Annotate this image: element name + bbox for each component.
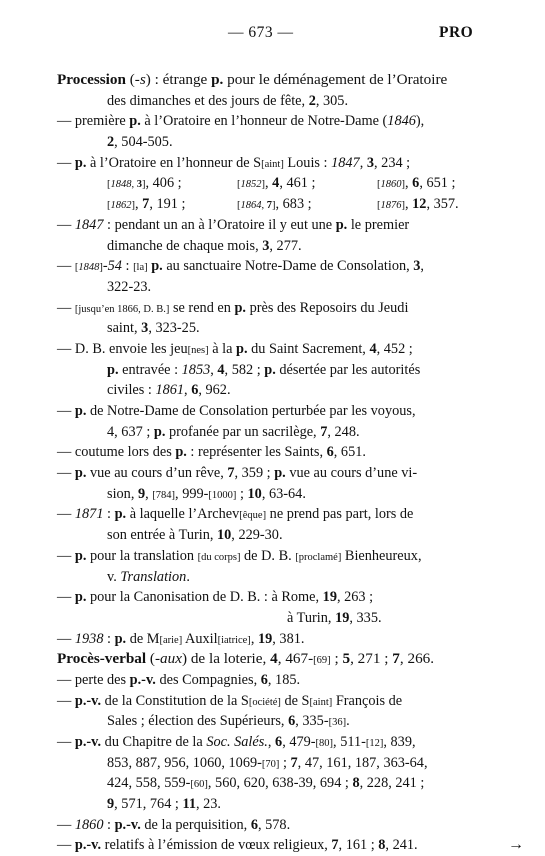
entry-line: dimanche de chaque mois, 3, 277. xyxy=(107,237,302,254)
entry-line: — [jusqu’en 1866, D. B.] se rend en p. près des Reposoirs du Jeudi xyxy=(57,299,409,316)
entry-line: civiles : 1861, 6, 962. xyxy=(107,382,231,399)
entry-line: — coutume lors des p. : représenter les Saints, 6, 651. xyxy=(57,444,366,461)
entry-line: — 1860 : p.-v. de la perquisition, 6, 578. xyxy=(57,816,291,833)
entry-line: Procession (-s) : étrange p. pour le déménagement de l’Oratoire xyxy=(57,71,448,88)
entry-line: p. entravée : 1853, 4, 582 ; p. désertée par les autorités xyxy=(107,361,421,378)
entry-line: à Turin, 19, 335. xyxy=(287,609,382,626)
page-header xyxy=(0,24,545,44)
entry-line: — 1938 : p. de M[arie] Auxil[iatrice], 19, 381. xyxy=(57,630,305,647)
entry-line: — p. de Notre-Dame de Consolation perturbée par les voyous, xyxy=(57,403,416,419)
entry-line: [1862], 7, 191 ; [1864, 7], 683 ; [1876], 12, 357. xyxy=(107,196,459,213)
entry-line: v. Translation. xyxy=(107,568,190,585)
entry-line: [1848, 3], 406 ; [1852], 4, 461 ; [1860], 6, 651 ; xyxy=(107,175,456,192)
entry-line: 853, 887, 956, 1060, 1069-[70] ; 7, 47, 161, 187, 363-64, xyxy=(107,754,428,771)
entry-line: Procès-verbal (-aux) de la loterie, 4, 467-[69] ; 5, 271 ; 7, 266. xyxy=(57,650,435,668)
entry-line: 4, 637 ; p. profanée par un sacrilège, 7, 248. xyxy=(107,423,360,440)
entry-line: — 1871 : p. à laquelle l’Archev[êque] ne prend pas part, lors de xyxy=(57,506,414,523)
entry-line: des dimanches et des jours de fête, 2, 305. xyxy=(107,92,349,109)
entry-line: — p.-v. relatifs à l’émission de vœux religieux, 7, 161 ; 8, 241. → xyxy=(57,835,489,856)
entry-line: son entrée à Turin, 10, 229-30. xyxy=(107,527,283,544)
entry-line: 2, 504-505. xyxy=(107,134,173,151)
entry-line: 424, 558, 559-[60], 560, 620, 638-39, 694 ; 8, 228, 241 ; xyxy=(107,775,425,792)
entry-line: — p. pour la Canonisation de D. B. : à Rome, 19, 263 ; xyxy=(57,589,374,606)
entry-line: — perte des p.-v. des Compagnies, 6, 185. xyxy=(57,671,301,688)
entry-line: — p.-v. de la Constitution de la S[ociété] de S[aint] François de xyxy=(57,692,403,709)
page-number: — 673 — xyxy=(228,24,294,41)
entry-line: — p. pour la translation [du corps] de D. B. [proclamé] Bienheureux, xyxy=(57,547,422,564)
entry-line: — p. vue au cours d’un rêve, 7, 359 ; p. vue au cours d’une vi- xyxy=(57,465,418,482)
entry-line: — D. B. envoie les jeu[nes] à la p. du Saint Sacrement, 4, 452 ; xyxy=(57,340,413,357)
index-entries xyxy=(57,70,524,856)
entry-line: — [1848]-54 : [la] p. au sanctuaire Notre-Dame de Consolation, 3, xyxy=(57,258,424,275)
entry-line: 322-23. xyxy=(107,278,152,295)
entry-line: saint, 3, 323-25. xyxy=(107,320,200,337)
entry-line: Sales ; élection des Supérieurs, 6, 335-[36]. xyxy=(107,713,350,730)
entry-line: — p.-v. du Chapitre de la Soc. Salés., 6, 479-[80], 511-[12], 839, xyxy=(57,734,416,750)
entry-line: — 1847 : pendant un an à l’Oratoire il y eut une p. le premier xyxy=(57,216,410,233)
entry-line: 9, 571, 764 ; 11, 23. xyxy=(107,796,222,813)
entry-line: sion, 9, [784], 999-[1000] ; 10, 63-64. xyxy=(107,485,306,502)
entry-line: — p. à l’Oratoire en l’honneur de S[aint] Louis : 1847, 3, 234 ; xyxy=(57,154,411,171)
entry-line: — première p. à l’Oratoire en l’honneur de Notre-Dame (1846), xyxy=(57,113,425,130)
continue-arrow-icon: → xyxy=(508,836,524,854)
section-letters: PRO xyxy=(439,24,474,41)
